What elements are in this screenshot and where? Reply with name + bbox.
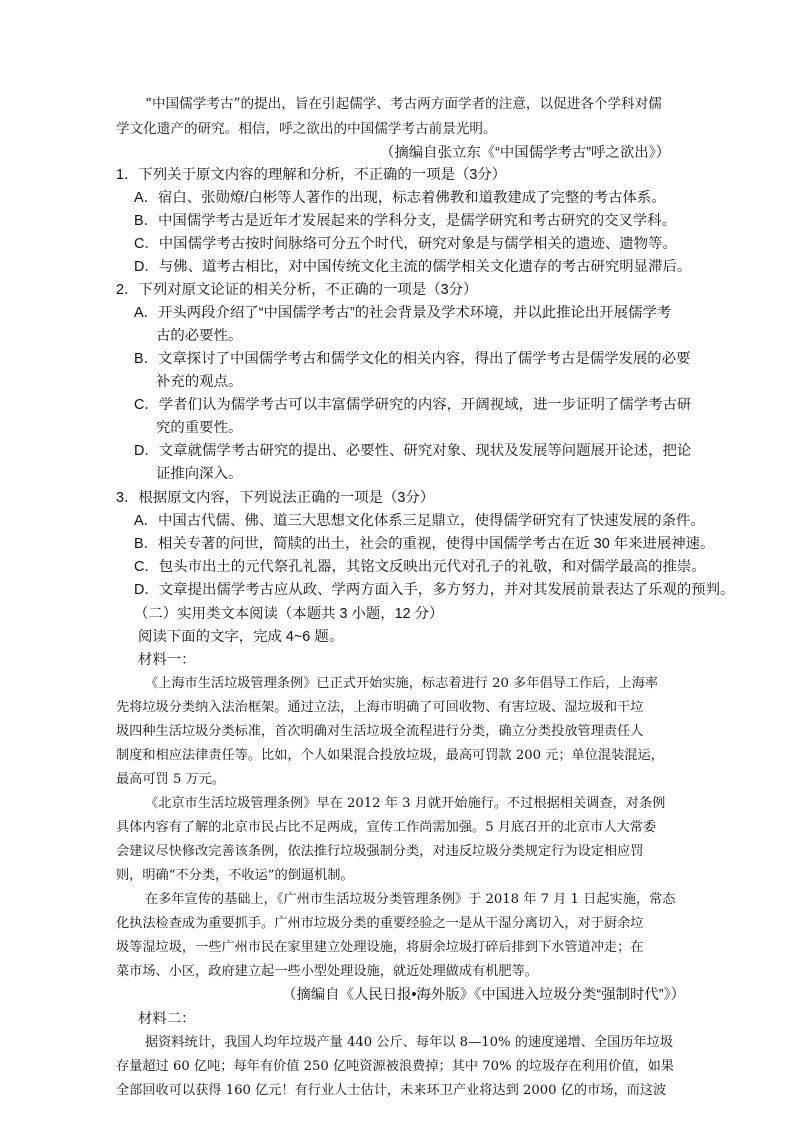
- material-1-p3-line-1: 在多年宣传的基础上，《广州市生活垃圾分类管理条例》于 2018 年 7 月 1 日起实施，常态: [145, 892, 676, 907]
- material-2-line-2: 存量超过 60 亿吨；每年有价值 250 亿吨资源被浪费掉；其中 70% 的垃圾存在利用价值，如果: [116, 1059, 674, 1074]
- question-2-option-a-cont: 古的必要性。: [156, 328, 243, 344]
- material-1-p1-line-3: 圾四种生活垃圾分类标准，首次明确对生活垃圾全流程进行分类，确立分类投放管理责任人: [116, 724, 644, 739]
- material-1-p2-line-3: 会建议尽快修改完善该条例，依法推行垃圾强制分类，对违反垃圾分类规定行为设定相应罚: [116, 844, 644, 859]
- question-1-option-b: B．中国儒学考古是近年才发展起来的学科分支，是儒学研究和考古研究的交叉学科。: [134, 213, 677, 229]
- material-1-p1-line-1: 《上海市生活垃圾管理条例》已正式开始实施，标志着进行 20 多年倡导工作后，上海率: [145, 676, 659, 691]
- material-1-p2-line-1: 《北京市生活垃圾管理条例》早在 2012 年 3 月就开始施行。不过根据相关调查，对条例: [145, 796, 666, 811]
- question-3-option-a: A．中国古代儒、佛、道三大思想文化体系三足鼎立，使得儒学研究有了快速发展的条件。: [134, 513, 705, 529]
- intro-source: （摘编自张立东《“中国儒学考古”呼之欲出》）: [380, 145, 671, 161]
- intro-line-1: “中国儒学考古”的提出，旨在引起儒学、考古两方面学者的注意，以促进各个学科对儒: [145, 96, 662, 112]
- question-2-stem: 2．下列对原文论证的相关分析，不正确的一项是（3分）: [116, 282, 478, 298]
- material-1-p2-line-2: 具体内容有了解的北京市民占比不足两成，宣传工作尚需加强。5 月底召开的北京市人大常委: [116, 820, 657, 835]
- material-1-source: （摘编自《人民日报•海外版》《中国进入垃圾分类“强制时代”》）: [282, 987, 686, 1003]
- material-1-label: 材料一：: [138, 652, 196, 668]
- intro-line-2: 学文化遗产的研究。相信，呼之欲出的中国儒学考古前景光明。: [116, 121, 497, 137]
- question-3-option-b: B．相关专著的问世，简牍的出土，社会的重视，使得中国儒学考古在近 30 年来进展神速。: [134, 536, 715, 552]
- material-1-p1-line-4: 制度和相应法律责任等。比如，个人如果混合投放垃圾，最高可罚款 200 元；单位混装混运，: [116, 748, 664, 763]
- question-2-option-d: D．文章就儒学考古研究的提出、必要性、研究对象、现状及发展等问题展开论述，把论: [134, 443, 692, 459]
- material-1-p2-line-4: 则，明确“不分类，不收运”的倒逼机制。: [116, 868, 354, 883]
- section-2-heading: （二）实用类文本阅读（本题共 3 小题，12 分）: [134, 606, 444, 622]
- question-2-option-d-cont: 证推向深入。: [156, 466, 243, 482]
- material-2-line-1: 据资料统计，我国人均年垃圾产量 440 公斤、每年以 8—10% 的速度递增、全国历年垃圾: [145, 1035, 674, 1050]
- material-2-label: 材料二：: [138, 1011, 196, 1027]
- question-2-option-a: A．开头两段介绍了“中国儒学考古”的社会背景及学术环境，并以此推论出开展儒学考: [134, 305, 672, 321]
- question-1-stem: 1．下列关于原文内容的理解和分析，不正确的一项是（3分）: [116, 167, 507, 183]
- question-1-option-c: C．中国儒学考古按时间脉络可分五个时代，研究对象是与儒学相关的遗迹、遗物等。: [134, 236, 677, 252]
- question-3-option-d: D．文章提出儒学考古应从政、学两方面入手，多方努力，并对其发展前景表达了乐观的预判。: [134, 582, 735, 598]
- material-2-line-3: 全部回收可以获得 160 亿元！有行业人士估计，未来环卫产业将达到 2000 亿的市场，而这波: [116, 1083, 667, 1098]
- question-2-option-c-cont: 究的重要性。: [156, 420, 243, 436]
- section-2-instruction: 阅读下面的文字，完成 4~6 题。: [138, 629, 344, 645]
- question-2-option-b: B．文章探讨了中国儒学考古和儒学文化的相关内容，得出了儒学考古是儒学发展的必要: [134, 351, 691, 367]
- question-1-option-a: A．宿白、张勋燎/白彬等人著作的出现，标志着佛教和道教建成了完整的考古体系。: [134, 190, 666, 206]
- question-1-option-d: D．与佛、道考古相比，对中国传统文化主流的儒学相关文化遗存的考古研究明显滞后。: [134, 259, 692, 275]
- question-2-option-c: C．学者们认为儒学考古可以丰富儒学研究的内容，开阔视域，进一步证明了儒学考古研: [134, 397, 692, 413]
- material-1-p1-line-2: 先将垃圾分类纳入法治框架。通过立法，上海市明确了可回收物、有害垃圾、湿垃圾和干垃: [116, 700, 644, 715]
- material-1-p3-line-2: 化执法检查成为重要抓手。广州市垃圾分类的重要经验之一是从干湿分离切入，对于厨余垃: [116, 916, 644, 931]
- question-3-stem: 3．根据原文内容，下列说法正确的一项是（3分）: [116, 490, 435, 506]
- question-3-option-c: C．包头市出土的元代祭孔礼器，其铭文反映出元代对孔子的礼敬，和对儒学最高的推崇。: [134, 559, 706, 575]
- material-1-p3-line-3: 圾等湿垃圾，一些广州市民在家里建立处理设施，将厨余垃圾打碎后排到下水管道冲走；在: [116, 940, 644, 955]
- question-2-option-b-cont: 补充的观点。: [156, 374, 243, 390]
- material-1-p1-line-5: 最高可罚 5 万元。: [116, 772, 226, 787]
- material-1-p3-line-4: 菜市场、小区，政府建立起一些小型处理设施，就近处理做成有机肥等。: [116, 964, 538, 979]
